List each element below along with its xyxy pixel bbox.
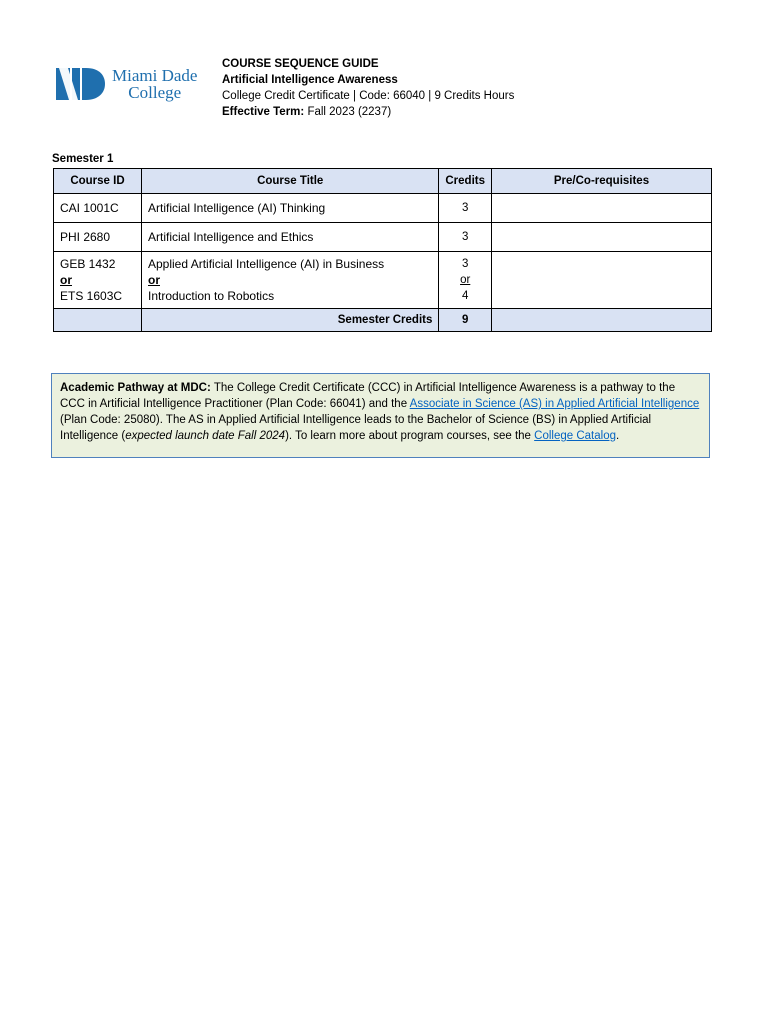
course-title: Artificial Intelligence and Ethics xyxy=(142,223,439,252)
semester-label: Semester 1 xyxy=(52,153,114,165)
course-title-b: Introduction to Robotics xyxy=(148,289,275,303)
pathway-text-3: ). To learn more about program courses, see the xyxy=(285,430,535,442)
course-credits: 3 xyxy=(439,194,492,223)
logo-text-line2: College xyxy=(128,83,182,102)
total-empty-cell xyxy=(492,309,712,332)
pathway-label: Academic Pathway at MDC: xyxy=(60,382,211,394)
course-prereq xyxy=(492,223,712,252)
guide-title: COURSE SEQUENCE GUIDE xyxy=(222,58,379,70)
course-table xyxy=(53,168,712,332)
effective-term-value: Fall 2023 (2237) xyxy=(307,106,392,118)
semester-credits-label: Semester Credits xyxy=(142,309,439,332)
pathway-launch-date: expected launch date Fall 2024 xyxy=(125,430,286,442)
col-header-prereqs: Pre/Co-requisites xyxy=(492,169,712,194)
table-header-row xyxy=(54,169,712,194)
course-title: Artificial Intelligence (AI) Thinking xyxy=(142,194,439,223)
program-name: Artificial Intelligence Awareness xyxy=(222,74,398,86)
pathway-text-2: (Plan Code: 25080). The AS in Applied Artificial Intelligence leads to the Bachelor of Science (BS) in Applied Artificial Intelligence ( xyxy=(60,414,652,442)
semester-total-row xyxy=(54,309,712,332)
or-label: or xyxy=(460,274,471,286)
course-id: CAI 1001C xyxy=(54,194,142,223)
col-header-course-title: Course Title xyxy=(142,169,439,194)
or-label: or xyxy=(60,273,72,287)
college-catalog-link[interactable]: College Catalog xyxy=(534,430,616,442)
credits-a: 3 xyxy=(461,258,469,270)
course-title-choice xyxy=(142,252,439,309)
col-header-credits: Credits xyxy=(439,169,492,194)
course-credits: 3 xyxy=(439,223,492,252)
certificate-line: College Credit Certificate | Code: 66040 | 9 Credits Hours xyxy=(222,90,515,102)
credits-b: 4 xyxy=(461,290,469,302)
academic-pathway-box xyxy=(51,373,710,458)
course-title-a: Applied Artificial Intelligence (AI) in Business xyxy=(148,257,385,271)
or-label: or xyxy=(148,273,160,287)
table-row xyxy=(54,223,712,252)
mdc-logo xyxy=(56,66,197,102)
total-empty-cell xyxy=(54,309,142,332)
table-row-choice xyxy=(54,252,712,309)
pathway-text-1: The College Credit Certificate (CCC) in Artificial Intelligence Awareness is a pathway to the CCC in Artificial Intelligence Practitioner (Plan Code: 66041) and the xyxy=(60,382,676,410)
course-prereq xyxy=(492,194,712,223)
table-row xyxy=(54,194,712,223)
mdc-logo-icon xyxy=(56,66,106,102)
logo-text-line1: Miami Dade xyxy=(112,66,198,85)
col-header-course-id: Course ID xyxy=(54,169,142,194)
semester-credits-value: 9 xyxy=(439,309,492,332)
effective-term xyxy=(222,104,514,120)
course-credits-choice xyxy=(439,252,492,309)
course-id-a: GEB 1432 xyxy=(60,257,116,271)
course-id: PHI 2680 xyxy=(54,223,142,252)
course-prereq xyxy=(492,252,712,309)
pathway-text-4: . xyxy=(616,430,620,442)
effective-term-label: Effective Term: xyxy=(222,106,305,118)
course-id-choice xyxy=(54,252,142,309)
guide-header xyxy=(222,56,514,120)
as-program-link[interactable]: Associate in Science (AS) in Applied Artificial Intelligence xyxy=(409,398,700,410)
course-id-b: ETS 1603C xyxy=(60,289,123,303)
